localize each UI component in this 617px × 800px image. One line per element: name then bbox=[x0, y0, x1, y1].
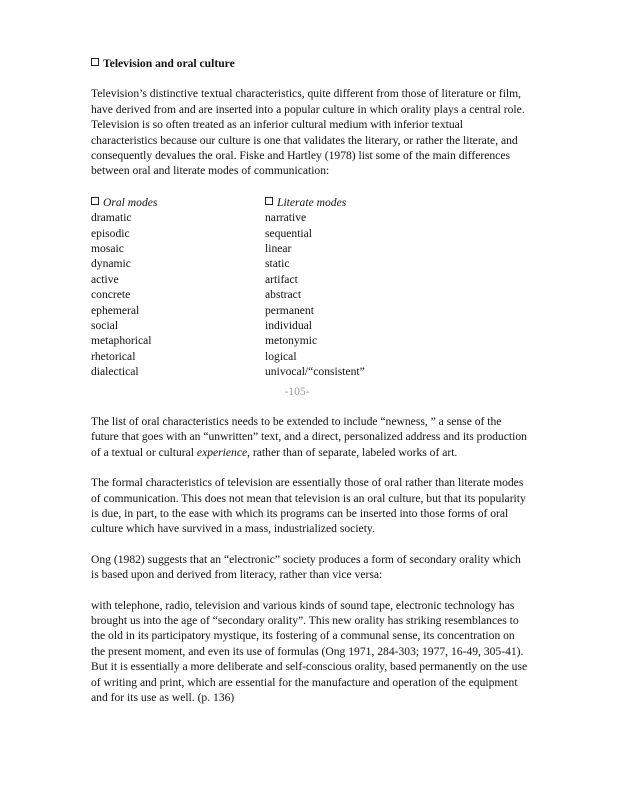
oral-mode-item: dialectical bbox=[91, 365, 139, 379]
literate-mode-item: linear bbox=[265, 242, 292, 256]
literate-mode-item: metonymic bbox=[265, 334, 318, 348]
paragraph-newness-tail: , rather than of separate, labeled works of art. bbox=[247, 445, 458, 459]
literate-mode-item: individual bbox=[265, 318, 313, 332]
oral-mode-item: ephemeral bbox=[91, 303, 140, 317]
oral-mode-item: dynamic bbox=[91, 257, 131, 271]
literate-mode-item: univocal/“consistent” bbox=[265, 365, 365, 379]
literate-modes-header bbox=[265, 195, 495, 210]
oral-modes-column bbox=[91, 195, 265, 380]
paragraph-newness bbox=[91, 414, 531, 460]
block-quote: with telephone, radio, television and various kinds of sound tape, electronic technology has brought us into the age of “secondary orality”. This new orality has striking resemblances to the old in its participatory mystique, its fostering of a communal sense, its concentration on the present moment, and even its use of formulas (Ong 1971, 284-303; 1977, 16-49, 305-41). But it is essentially a more deliberate and self-conscious orality, based permanently on the use of writing and print, which are essential for the manufacture and operation of the equipment and for its use as well. (p. 136) bbox=[91, 598, 528, 705]
literate-mode-item: abstract bbox=[265, 288, 302, 302]
literate-mode-item: sequential bbox=[265, 226, 313, 240]
paragraph-formal: The formal characteristics of television are essentially those of oral rather than literate modes of communication. This does not mean that television is an oral culture, but that its popularity is due, in part, to the ease with which its programs can be inserted into those forms of oral culture which have survived in a mass, industrialized society. bbox=[91, 476, 526, 536]
oral-mode-item: dramatic bbox=[91, 211, 132, 225]
oral-modes-header bbox=[91, 195, 265, 210]
intro-paragraph: Television’s distinctive textual characteristics, quite different from those of literature or film, have derived from and are inserted into a popular culture in which orality plays a central role. Television is so often treated as an inferior cultural medium with inferior textual characteristics because our culture is one that validates the literary, or rather the literate, and consequently devalues the oral. Fiske and Hartley (1978) list some of the main differences between oral and literate modes of communication: bbox=[91, 87, 525, 178]
section-heading-text: Television and oral culture bbox=[103, 57, 235, 70]
oral-mode-item: active bbox=[91, 272, 119, 286]
literate-mode-item: permanent bbox=[265, 303, 314, 317]
literate-mode-item: narrative bbox=[265, 211, 307, 225]
literate-mode-item: artifact bbox=[265, 272, 298, 286]
emphasis-experience: experience bbox=[196, 445, 248, 459]
section-heading bbox=[91, 56, 531, 71]
oral-mode-item: concrete bbox=[91, 288, 131, 302]
oral-mode-item: metaphorical bbox=[91, 334, 152, 348]
modes-table bbox=[91, 195, 531, 380]
oral-mode-item: episodic bbox=[91, 226, 130, 240]
paragraph-newness-text: The list of oral characteristics needs to be extended to include “newness, ” a sense of the future that goes with an “unwritten” text, and a direct, personalized address and its production of a textual or cultural bbox=[91, 414, 527, 459]
checkbox-square-icon bbox=[91, 197, 99, 205]
oral-mode-item: rhetorical bbox=[91, 349, 136, 363]
document-page bbox=[91, 56, 531, 720]
oral-mode-item: social bbox=[91, 318, 119, 332]
literate-modes-header-text: Literate modes bbox=[277, 195, 347, 209]
oral-mode-item: mosaic bbox=[91, 242, 124, 256]
literate-mode-item: logical bbox=[265, 349, 297, 363]
checkbox-square-icon bbox=[91, 58, 99, 66]
literate-modes-column bbox=[265, 195, 495, 380]
paragraph-ong: Ong (1982) suggests that an “electronic” society produces a form of secondary orality which is based upon and derived from literacy, rather than vice versa: bbox=[91, 552, 521, 582]
literate-mode-item: static bbox=[265, 257, 290, 271]
checkbox-square-icon bbox=[265, 197, 273, 205]
page-number: -105- bbox=[284, 384, 310, 398]
oral-modes-header-text: Oral modes bbox=[103, 195, 158, 209]
